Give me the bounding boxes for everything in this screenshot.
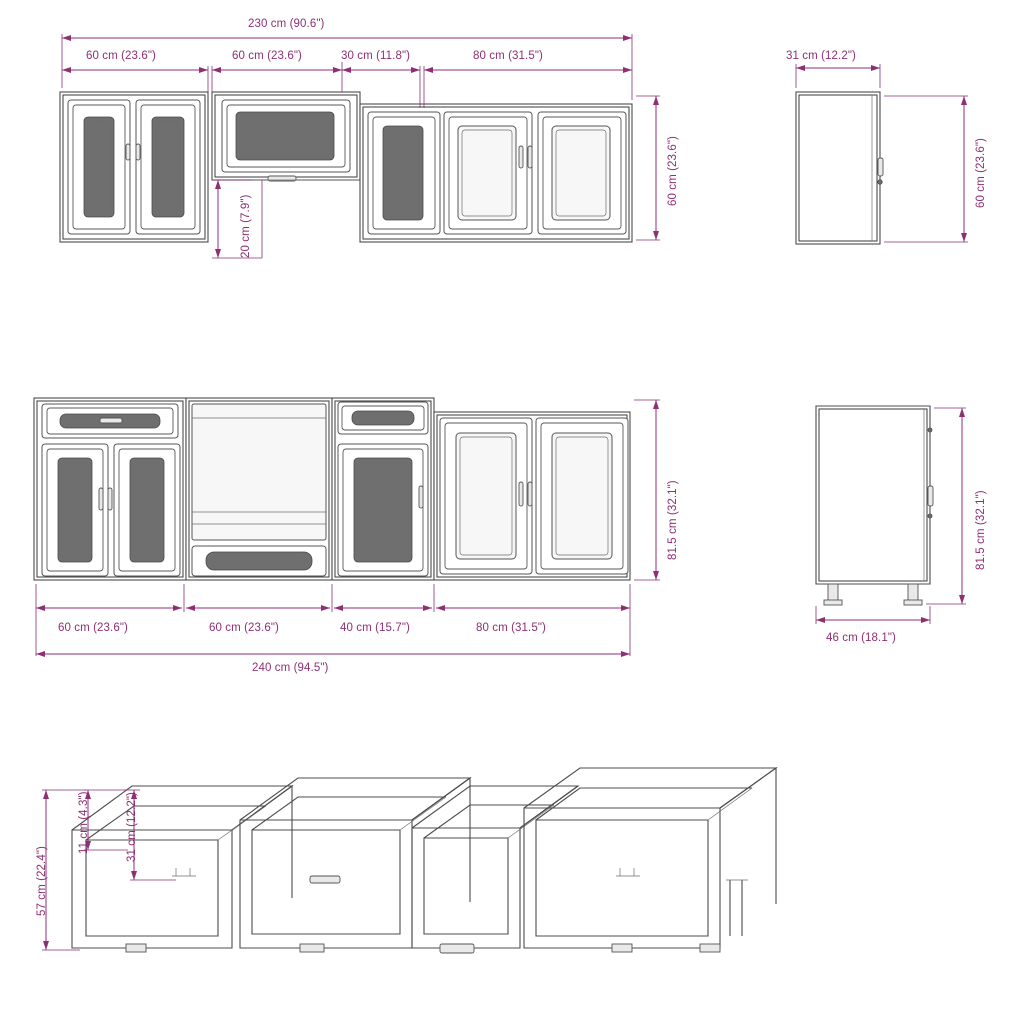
dim-carcass-height: 57 cm (22.4") <box>36 846 48 916</box>
dim-carcass-thickness: 11 cm (4.3") <box>78 791 90 854</box>
dim-top-seg2: 60 cm (23.6") <box>232 50 302 62</box>
wall-units-front-view <box>60 34 660 258</box>
dim-top-height: 60 cm (23.6") <box>667 136 679 206</box>
dim-top-seg1: 60 cm (23.6") <box>86 50 156 62</box>
dim-mid-height: 81.5 cm (32.1") <box>667 480 679 560</box>
dim-side-height-mid: 81.5 cm (32.1") <box>975 490 987 570</box>
dim-top-seg3: 30 cm (11.8") <box>341 50 411 62</box>
dim-side-depth-top: 31 cm (12.2") <box>786 50 856 62</box>
dim-side-depth-mid: 46 cm (18.1") <box>826 632 896 644</box>
dim-top-seg4: 80 cm (31.5") <box>473 50 543 62</box>
dim-mid-seg3: 40 cm (15.7") <box>340 622 410 634</box>
dim-mid-seg4: 80 cm (31.5") <box>476 622 546 634</box>
dim-mid-total: 240 cm (94.5") <box>252 662 329 674</box>
base-unit-side-view <box>816 406 966 624</box>
dim-mid-seg2: 60 cm (23.6") <box>209 622 279 634</box>
dim-top-total: 230 cm (90.6") <box>248 18 325 30</box>
dim-carcass-spacing: 31 cm (12.2") <box>126 792 138 862</box>
wall-unit-side-view <box>796 64 968 244</box>
base-units-front-view <box>34 398 660 657</box>
carcass-interior-view <box>42 768 776 953</box>
dim-mid-seg1: 60 cm (23.6") <box>58 622 128 634</box>
dim-top-microwave: 20 cm (7.9") <box>240 194 252 258</box>
dim-side-height-top: 60 cm (23.6") <box>975 138 987 208</box>
